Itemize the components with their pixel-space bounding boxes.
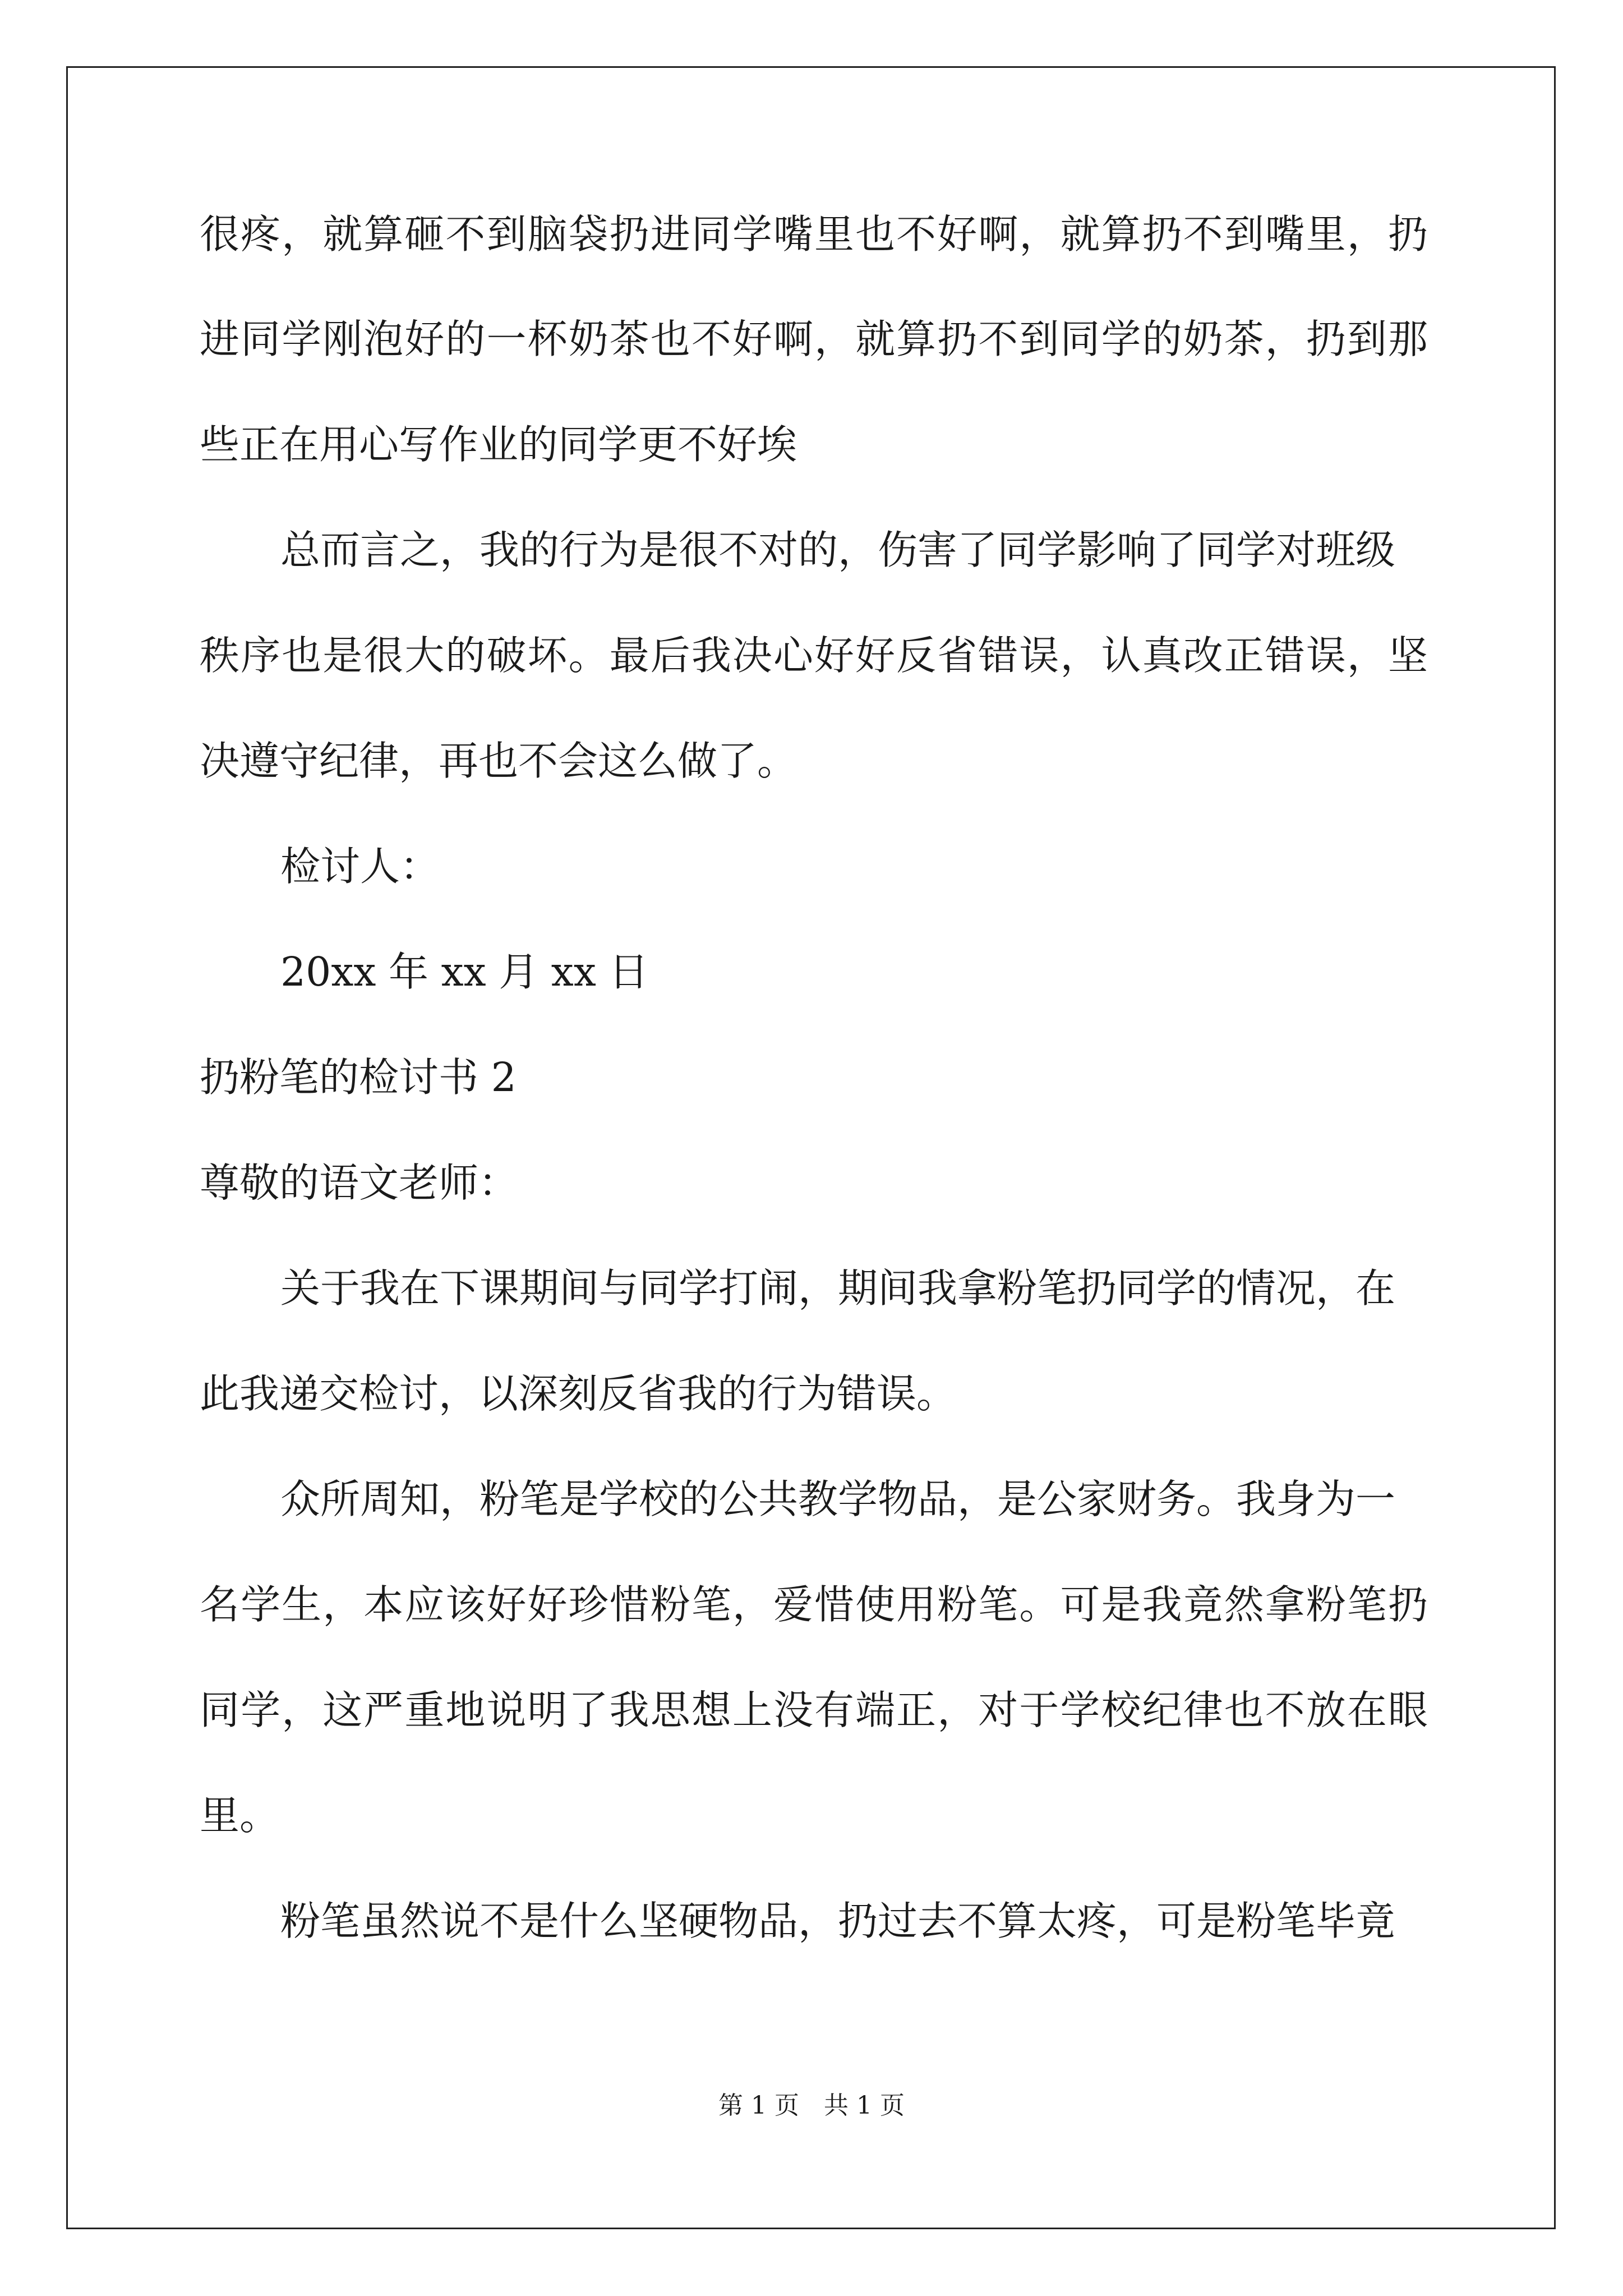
- paragraph-line: 秩序也是很大的破坏。最后我决心好好反省错误，认真改正错误，坚: [200, 632, 1428, 679]
- paragraph-line: 粉笔虽然说不是什么坚硬物品，扔过去不算太疼，可是粉笔毕竟: [280, 1898, 1396, 1944]
- paragraph-line: 同学，这严重地说明了我思想上没有端正，对于学校纪律也不放在眼: [200, 1687, 1428, 1733]
- paragraph-line: 些正在用心写作业的同学更不好埃: [200, 421, 797, 468]
- date-line: 20xx 年 xx 月 xx 日: [280, 949, 649, 995]
- paragraph-line: 名学生，本应该好好珍惜粉笔，爱惜使用粉笔。可是我竟然拿粉笔扔: [200, 1581, 1428, 1628]
- paragraph-line: 很疼，就算砸不到脑袋扔进同学嘴里也不好啊，就算扔不到嘴里，扔: [200, 211, 1428, 257]
- page-footer: 第 1 页 共 1 页: [718, 2091, 905, 2120]
- paragraph-line: 决遵守纪律，再也不会这么做了。: [200, 738, 797, 784]
- salutation: 尊敬的语文老师：: [200, 1159, 519, 1206]
- paragraph-line: 众所周知，粉笔是学校的公共教学物品，是公家财务。我身为一: [280, 1476, 1396, 1522]
- paragraph-line: 此我递交检讨，以深刻反省我的行为错误。: [200, 1370, 957, 1417]
- paragraph-line: 进同学刚泡好的一杯奶茶也不好啊，就算扔不到同学的奶茶，扔到那: [200, 316, 1428, 362]
- paragraph-line: 总而言之，我的行为是很不对的，伤害了同学影响了同学对班级: [280, 527, 1396, 573]
- paragraph-line: 里。: [200, 1792, 280, 1839]
- signature-label: 检讨人：: [280, 843, 440, 890]
- section-title: 扔粉笔的检讨书 2: [200, 1054, 517, 1101]
- paragraph-line: 关于我在下课期间与同学打闹，期间我拿粉笔扔同学的情况，在: [280, 1265, 1396, 1312]
